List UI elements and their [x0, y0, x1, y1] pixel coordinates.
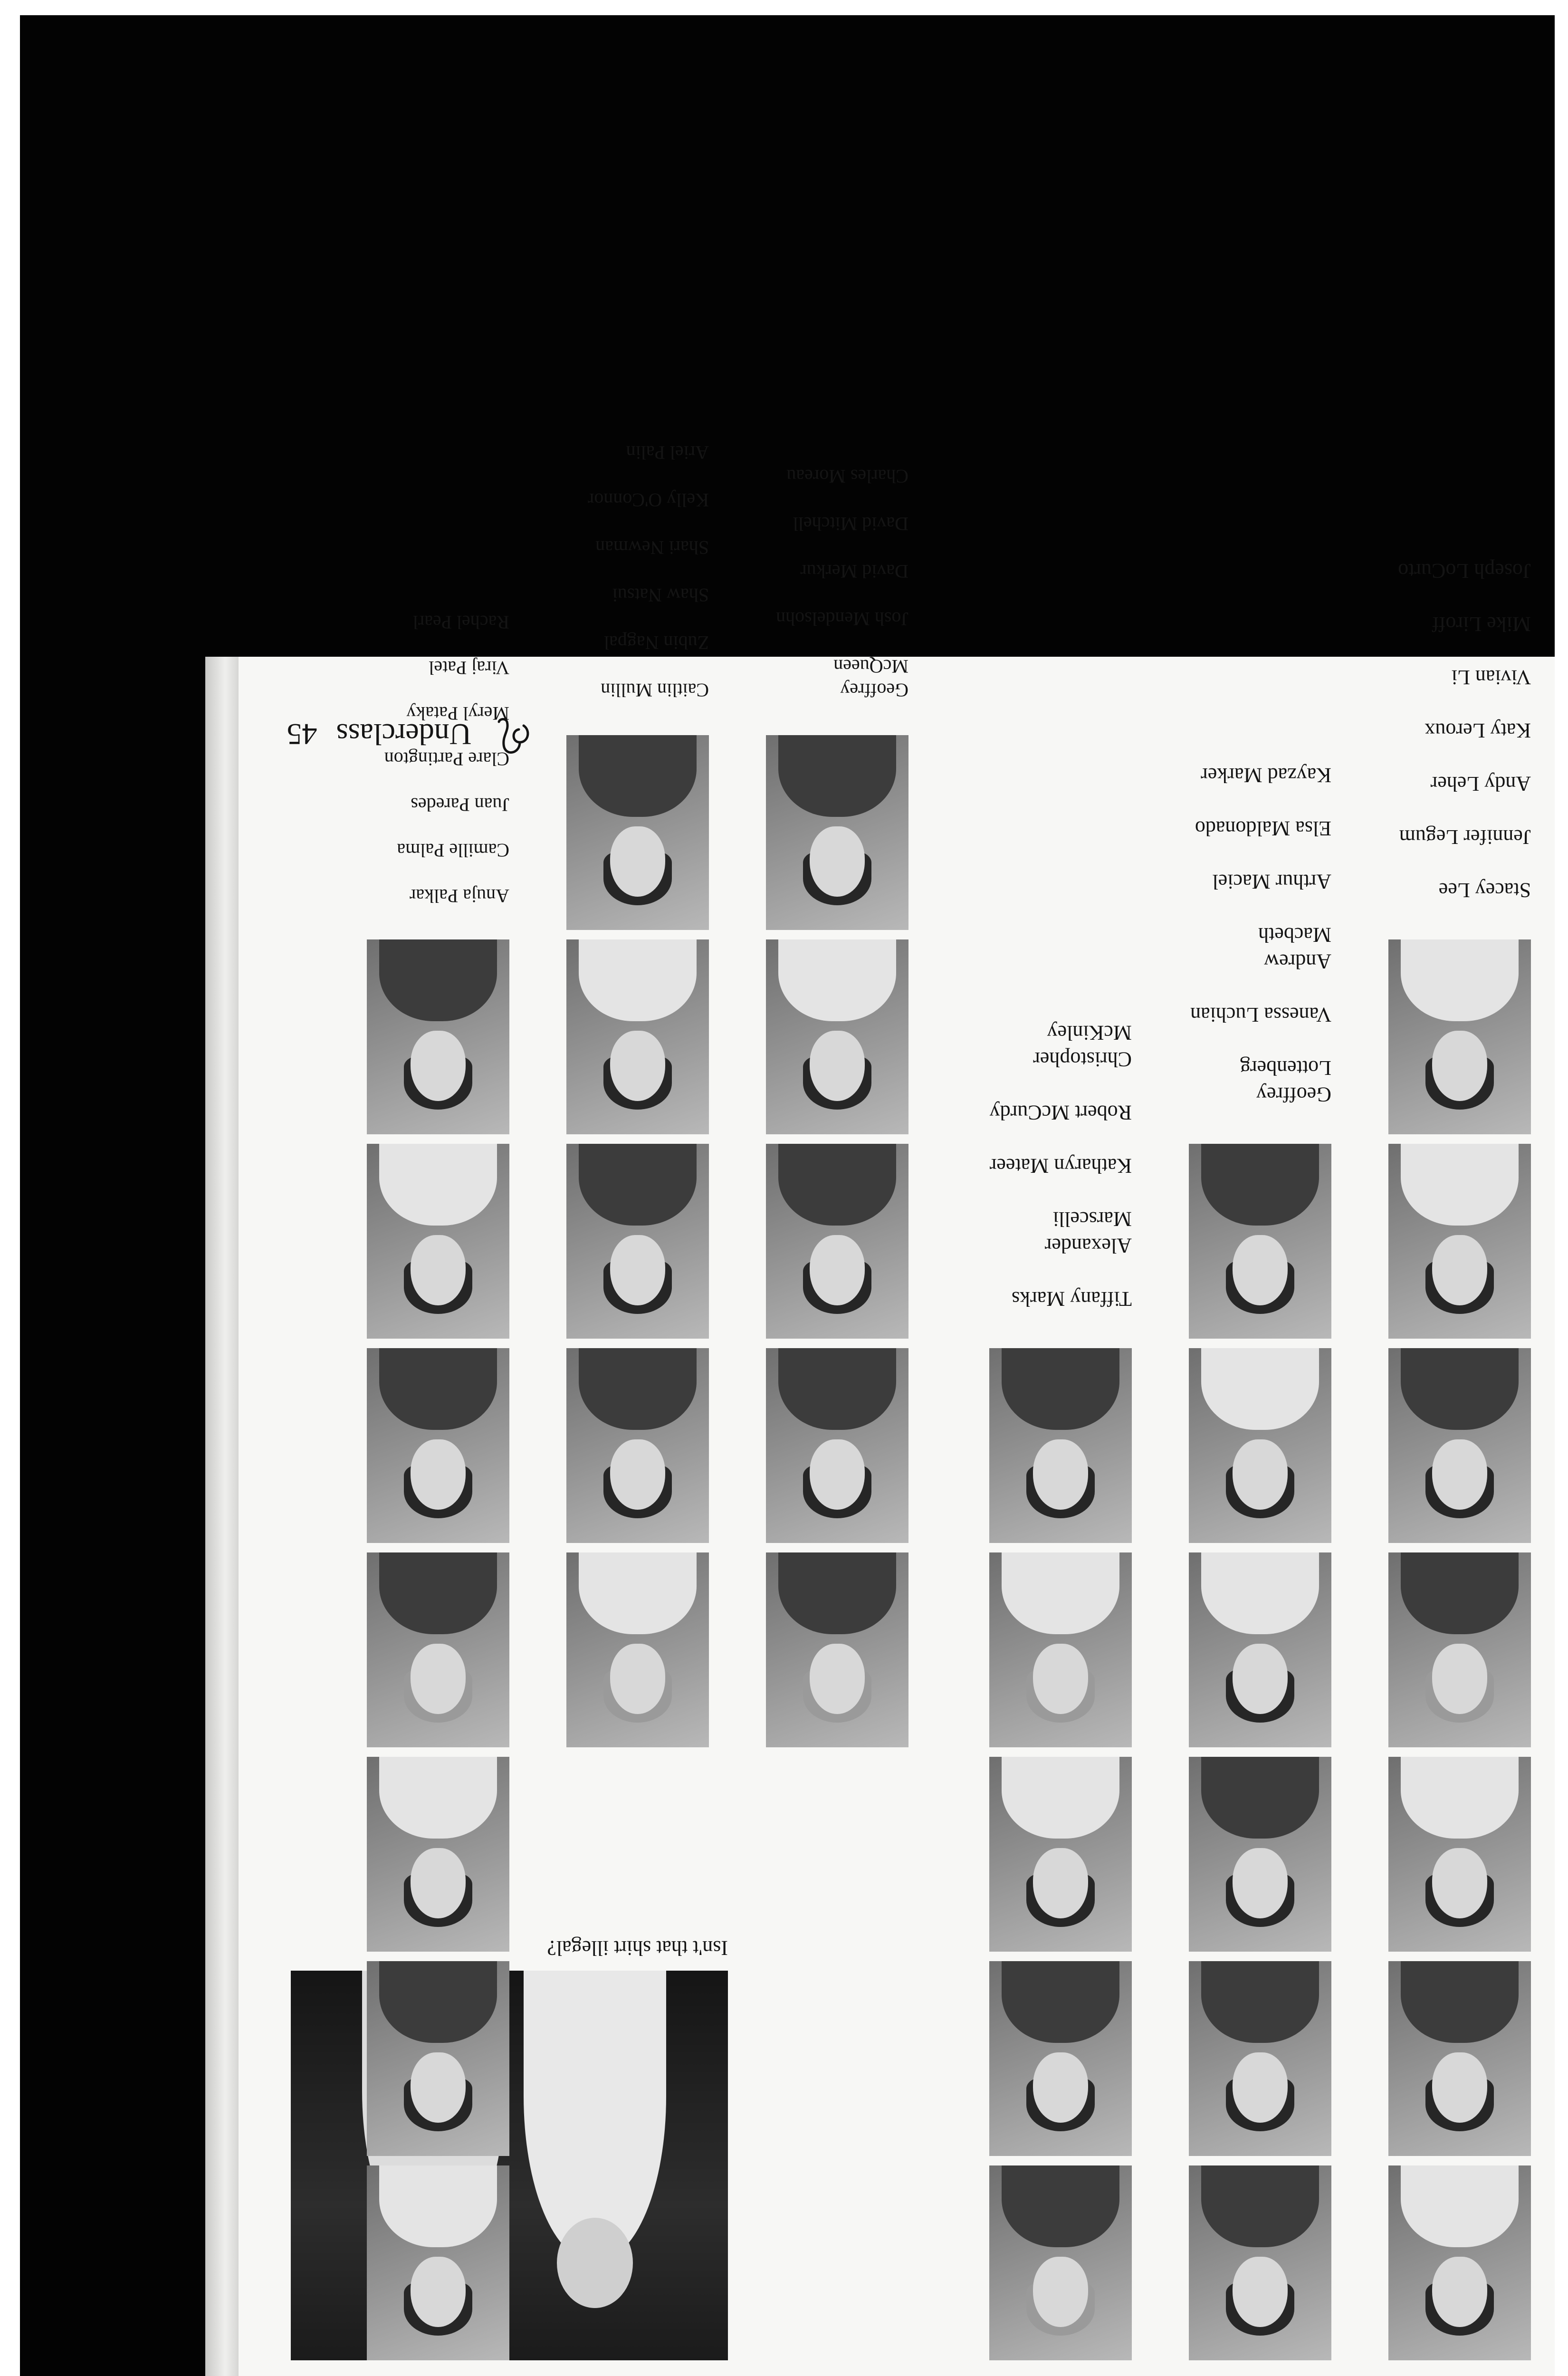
student-name: Meryl Pataky: [406, 703, 509, 724]
candid-figure: [524, 1971, 666, 2261]
portrait-photo: [1388, 1961, 1531, 2156]
portrait-photo: [1189, 1144, 1331, 1339]
student-name: Joseph LoCurto: [1398, 559, 1531, 583]
page-number: 45: [287, 718, 317, 751]
student-name: Ariel Palin: [626, 442, 709, 463]
student-name: Juan Paredes: [411, 794, 509, 815]
student-name: Vanessa Luchian: [1190, 1003, 1331, 1026]
student-name: Vivian Li: [1451, 666, 1531, 689]
candid-photo: [291, 1971, 728, 2360]
leo-zodiac-icon: [495, 716, 533, 764]
candid-caption: Isn't that shirt illegal?: [547, 1936, 728, 1960]
student-name: Katy Leroux: [1425, 719, 1531, 742]
student-name: Shari Newman: [595, 537, 709, 558]
student-name: Zubin Nagpal: [603, 632, 709, 653]
student-name: Viraj Patel: [429, 657, 509, 679]
portrait-photo: [566, 1348, 709, 1543]
portrait-photo: [766, 735, 908, 930]
portrait-photo: [367, 1348, 509, 1543]
student-name: Robert McCurdy: [989, 1101, 1132, 1124]
portrait-photo: [989, 1348, 1132, 1543]
portrait-photo: [367, 1961, 509, 2156]
student-name: Clare Partington: [384, 748, 509, 770]
portrait-photo: [1189, 1757, 1331, 1952]
student-name: Geoffrey McQueen: [833, 656, 908, 701]
portrait-photo: [566, 939, 709, 1134]
portrait-photo: [989, 1552, 1132, 1747]
portrait-photo: [1388, 1144, 1531, 1339]
portrait-photo: [989, 2165, 1132, 2360]
student-name: Kelly O'Connor: [588, 489, 709, 511]
student-name: Charles Moreau: [786, 466, 908, 487]
portrait-photo: [1388, 1348, 1531, 1543]
portrait-photo: [1388, 1552, 1531, 1747]
portrait-photo: [766, 1552, 908, 1747]
portrait-photo: [367, 1757, 509, 1952]
student-name: Katharyn Mateer: [989, 1154, 1132, 1178]
student-name: Alexander Marscelli: [1044, 1207, 1132, 1257]
portrait-photo: [1388, 1757, 1531, 1952]
name-list: [970, 993, 1132, 1339]
section-title: Underclass: [336, 718, 471, 751]
portrait-photo: [1189, 1961, 1331, 2156]
student-name: Tiffany Marks: [1011, 1287, 1132, 1311]
portrait-photo: [1189, 1348, 1331, 1543]
student-name: David Mitchell: [793, 513, 908, 535]
portrait-photo: [367, 1144, 509, 1339]
name-list: [367, 588, 509, 930]
portrait-photo: [766, 1144, 908, 1339]
student-name: Jennifer Legum: [1399, 825, 1531, 849]
portrait-photo: [367, 2165, 509, 2360]
student-name: Shaw Natsui: [612, 584, 709, 606]
student-name: David Merkur: [800, 561, 908, 582]
book-binding-edge: [205, 657, 239, 2376]
portrait-photo: [989, 1961, 1132, 2156]
name-list: [766, 441, 908, 726]
student-name: Kayzad Marker: [1201, 764, 1331, 787]
student-name: Elsa Maldonado: [1195, 817, 1331, 840]
student-name: Anuja Palkar: [410, 885, 509, 907]
portrait-photo: [566, 1144, 709, 1339]
candid-face: [557, 2218, 633, 2308]
portrait-photo: [766, 1348, 908, 1543]
student-name: Stacey Lee: [1438, 879, 1531, 902]
portrait-photo: [367, 939, 509, 1134]
student-name: Josh Mendelsohn: [776, 608, 908, 630]
name-list: [1388, 531, 1531, 930]
page-content-rotated: [239, 442, 1555, 2376]
portrait-photo: [566, 1552, 709, 1747]
portrait-photo: [367, 1552, 509, 1747]
scan-background: [20, 15, 1555, 2376]
portrait-photo: [1388, 939, 1531, 1134]
student-name: Mike Liroff: [1432, 613, 1531, 636]
student-name: Caitlin Mullin: [601, 680, 709, 701]
student-name: Geoffrey Lottenberg: [1240, 1056, 1331, 1106]
portrait-photo: [1189, 1552, 1331, 1747]
student-name: Christopher McKinley: [1033, 1021, 1132, 1071]
portrait-photo: [1189, 2165, 1331, 2360]
student-name: Andy Leher: [1430, 772, 1531, 795]
portrait-photo: [989, 1757, 1132, 1952]
student-name: Andrew Macbeth: [1258, 923, 1331, 973]
name-list: [1189, 735, 1331, 1134]
portrait-photo: [766, 939, 908, 1134]
portrait-photo: [1388, 2165, 1531, 2360]
portrait-photo: [566, 735, 709, 930]
student-name: Arthur Maciel: [1212, 870, 1331, 893]
page-footer: [287, 717, 471, 752]
yearbook-page: [205, 442, 1555, 2376]
student-name: Rachel Pearl: [412, 612, 509, 633]
student-name: Camille Palma: [397, 840, 509, 861]
name-list: [566, 417, 709, 726]
